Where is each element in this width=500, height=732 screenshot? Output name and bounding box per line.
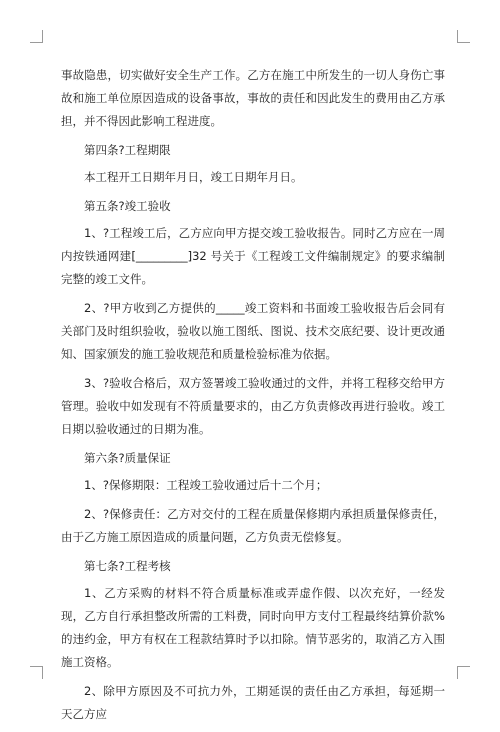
crop-mark-bottom-left bbox=[30, 666, 43, 679]
paragraph-accident-liability: 事故隐患，切实做好安全生产工作。乙方在施工中所发生的一切人身伤亡事故和施工单位原因造成的设备事故，事故的责任和因此发生的费用由乙方承担，并不得因此影响工程进度。 bbox=[61, 68, 445, 128]
document-body bbox=[61, 64, 445, 732]
paragraph-warranty-responsibility: 2、?保修责任：乙方对交付的工程在质量保修期内承担质量保修责任，由于乙方施工原因造成的质量问题，乙方负责无偿修复。 bbox=[61, 507, 445, 544]
paragraph-material-penalty: 1、乙方采购的材料不符合质量标准或弄虚作假、以次充好，一经发现，乙方自行承担整改所需的工料费，同时向甲方支付工程最终结算价款%的违约金，甲方有权在工程款结算时予以扣除。情节恶劣的，取消乙方入围施工资格。 bbox=[61, 586, 445, 669]
paragraph-completion-report: 1、?工程竣工后，乙方应向甲方提交竣工验收报告。同时乙方应在一周内按铁通网建[_________]32 号关于《工程竣工文件编制规定》的要求编制完整的竣工文件。 bbox=[61, 226, 445, 286]
paragraph-project-period: 本工程开工日期年月日，竣工日期年月日。 bbox=[84, 170, 303, 184]
crop-mark-top-left bbox=[30, 30, 43, 43]
crop-mark-bottom-right bbox=[457, 666, 470, 679]
paragraph-delay-liability: 2、除甲方原因及不可抗力外，工期延误的责任由乙方承担，每延期一天乙方应 bbox=[61, 684, 445, 721]
paragraph-acceptance-handover: 3、?验收合格后，双方签署竣工验收通过的文件，并将工程移交给甲方管理。验收中如发现有不符质量要求的，由乙方负责修改再进行验收。竣工日期以验收通过的日期为准。 bbox=[61, 376, 445, 436]
article-5-heading: 第五条?竣工验收 bbox=[84, 199, 171, 213]
article-7-heading: 第七条?工程考核 bbox=[84, 559, 171, 573]
article-4-heading: 第四条?工程期限 bbox=[84, 143, 171, 157]
article-6-heading: 第六条?质量保证 bbox=[84, 451, 171, 465]
crop-mark-top-right bbox=[457, 30, 470, 43]
paragraph-acceptance-basis: 2、?甲方收到乙方提供的_____竣工资料和书面竣工验收报告后会同有关部门及时组织验收，验收以施工图纸、图说、技术交底纪要、设计更改通知、国家颁发的施工验收规范和质量检验标准为依据。 bbox=[61, 301, 445, 361]
paragraph-warranty-period: 1、?保修期限：工程竣工验收通过后十二个月； bbox=[84, 478, 328, 492]
